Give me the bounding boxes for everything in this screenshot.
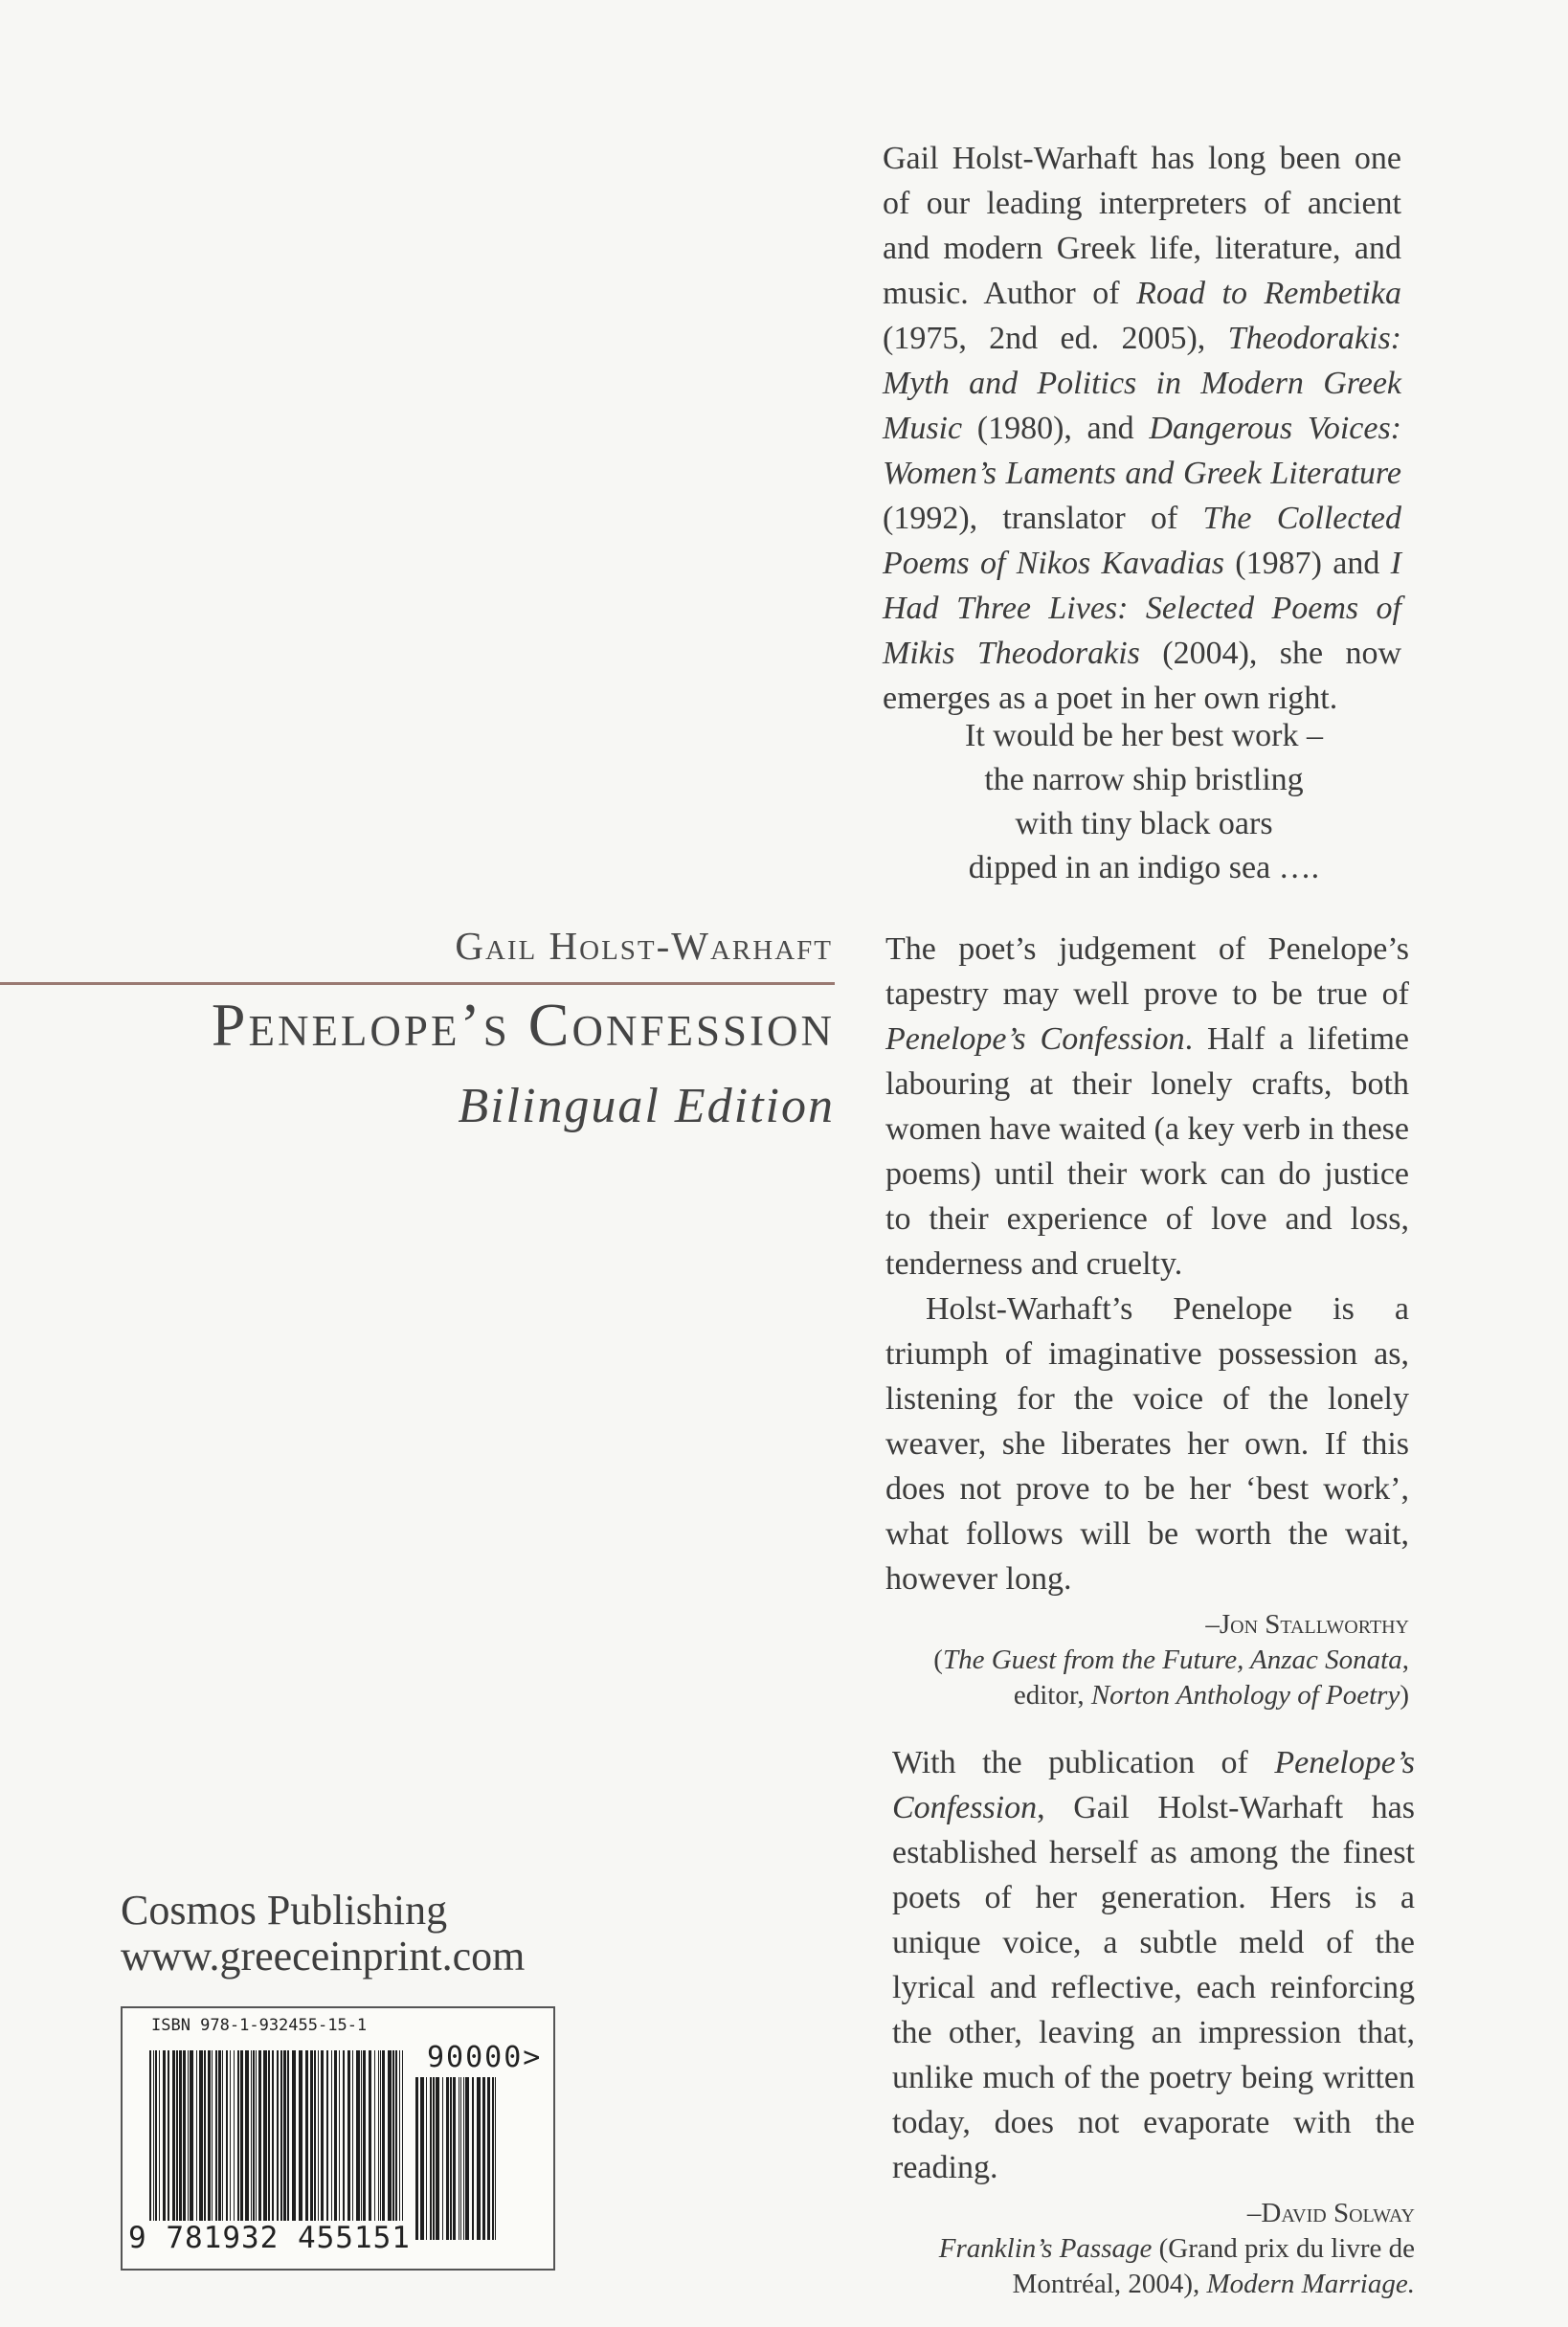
book-title: The Guest from the Future, Anzac Sonata xyxy=(942,1645,1402,1675)
bio-paragraph xyxy=(883,136,1401,721)
barcode-bar xyxy=(356,2050,360,2242)
barcode-bar xyxy=(314,2050,316,2242)
review-text: . Half a lifetime labouring at their lonely crafts, both women have waited (a key verb in these poems) until their work can do justice to their experience of love and loss, tenderness and cruelty. xyxy=(885,1021,1409,1282)
credit-text: ) xyxy=(1400,1680,1409,1711)
barcode-bar xyxy=(280,2050,282,2242)
book-title: Penelope’s Confession xyxy=(892,1745,1415,1825)
barcode-bar xyxy=(305,2050,308,2242)
addon-barcode-bars xyxy=(415,2077,502,2240)
reviewer-works xyxy=(885,1678,1409,1713)
barcode-bar xyxy=(237,2050,239,2242)
book-title: Theodorakis: Myth and Politics in Modern Greek Music xyxy=(883,321,1401,446)
barcode-bar xyxy=(208,2050,211,2242)
barcode-bar xyxy=(331,2050,332,2242)
barcode-bar xyxy=(482,2077,485,2240)
barcode-bar xyxy=(299,2050,302,2242)
barcode-bar xyxy=(487,2077,490,2240)
barcode-bar xyxy=(256,2050,257,2242)
barcode-bar xyxy=(188,2050,189,2242)
book-title: Dangerous Voices: Women’s Laments and Greek Literature xyxy=(883,411,1401,491)
barcode-bar xyxy=(495,2077,496,2240)
price-code: 90000> xyxy=(427,2041,543,2074)
barcode-bar xyxy=(212,2050,213,2242)
barcode-bar xyxy=(361,2050,362,2242)
barcode-bar xyxy=(240,2050,243,2242)
barcode-bar xyxy=(215,2050,217,2242)
book-title-heading: Penelope’s Confession xyxy=(211,991,835,1059)
publisher-url: www.greeceinprint.com xyxy=(121,1933,526,1980)
review-credit xyxy=(892,2196,1415,2302)
review-text: With the publication of xyxy=(892,1745,1275,1780)
book-subtitle: Bilingual Edition xyxy=(458,1079,835,1133)
credit-text: editor, xyxy=(1013,1680,1091,1711)
poem-line: the narrow ship bristling xyxy=(984,762,1304,797)
review-solway xyxy=(892,1740,1415,2302)
barcode-bar xyxy=(392,2050,394,2242)
barcode-bar xyxy=(415,2077,418,2240)
barcode-bar xyxy=(218,2050,221,2242)
barcode-bar xyxy=(155,2050,157,2242)
barcode-bar xyxy=(153,2050,154,2242)
barcode-bar xyxy=(258,2050,261,2242)
barcode-bar xyxy=(176,2050,178,2242)
barcode-bar xyxy=(399,2050,400,2242)
barcode-bar xyxy=(369,2050,371,2242)
barcode-bar xyxy=(378,2050,379,2242)
barcode-bar xyxy=(453,2077,456,2240)
credit-text: ( xyxy=(933,1645,943,1675)
barcode-bar xyxy=(222,2050,223,2242)
barcode-bar xyxy=(163,2050,166,2242)
barcode-bar xyxy=(430,2077,432,2240)
barcode-bar xyxy=(465,2077,469,2240)
barcode-bar xyxy=(343,2050,345,2242)
barcode-bar xyxy=(374,2050,375,2242)
barcode-bar xyxy=(172,2050,175,2242)
barcode-bar xyxy=(426,2077,427,2240)
review-paragraph xyxy=(892,1740,1415,2190)
barcode-bar xyxy=(380,2050,381,2242)
bio-text: (1975, 2nd ed. 2005), xyxy=(883,321,1228,356)
barcode-bar xyxy=(168,2050,169,2242)
barcode-bar xyxy=(382,2050,385,2242)
bio-text: (1987) and xyxy=(1223,546,1391,581)
review-paragraph xyxy=(885,927,1409,1287)
book-title: Franklin’s Passage xyxy=(938,2233,1153,2264)
barcode-bar xyxy=(234,2050,235,2242)
reviewer-works xyxy=(892,2267,1415,2302)
barcode-bar xyxy=(149,2050,151,2242)
barcode-bar xyxy=(450,2077,452,2240)
book-title: I Had Three Lives: Selected Poems of Mikis Theodorakis xyxy=(883,546,1401,671)
poem-line: dipped in an indigo sea …. xyxy=(968,850,1320,885)
barcode-bar xyxy=(226,2050,228,2242)
barcode-bar xyxy=(334,2050,337,2242)
author-bio xyxy=(883,136,1401,721)
barcode-bar xyxy=(179,2050,182,2242)
barcode-bar xyxy=(277,2050,279,2242)
book-title: Modern Marriage. xyxy=(1206,2269,1415,2299)
barcode-bar xyxy=(460,2077,461,2240)
reviewer-name: –Jon Stallworthy xyxy=(1205,1609,1409,1640)
credit-text: Montréal, 2004), xyxy=(1012,2269,1207,2299)
barcode-bar xyxy=(159,2050,160,2242)
poem-excerpt xyxy=(890,714,1398,890)
barcode-bar xyxy=(263,2050,267,2242)
barcode-bar xyxy=(196,2050,197,2242)
barcode-bar xyxy=(363,2050,366,2242)
review-text: , Gail Holst-Warhaft has established herself as among the finest poets of her generation. Hers is a unique voice, a subtle meld of the lyrical and reflective, each reinforcing the other, leaving an impression that, unlike much of the poetry being written today, does not evaporate with the reading. xyxy=(892,1790,1415,2185)
barcode-bar xyxy=(388,2050,392,2242)
barcode-bar xyxy=(395,2050,397,2242)
barcode-digits: 9 781932 455151 xyxy=(128,2221,411,2255)
barcode-bar xyxy=(352,2050,353,2242)
barcode-bar xyxy=(190,2050,193,2242)
barcode-bar xyxy=(251,2050,252,2242)
barcode-bar xyxy=(326,2050,328,2242)
barcode-bar xyxy=(253,2050,255,2242)
bio-text: (2004), she now emerges as a poet in her own right. xyxy=(883,636,1401,716)
barcode-bar xyxy=(292,2050,296,2242)
barcode-bar xyxy=(402,2050,403,2242)
author-name: Gail Holst-Warhaft xyxy=(455,924,833,968)
book-title: Norton Anthology of Poetry xyxy=(1090,1680,1400,1711)
bio-text: Gail Holst-Warhaft has long been one of our leading interpreters of ancient and modern Greek life, literature, and music. Author of xyxy=(883,141,1401,311)
barcode-bar xyxy=(492,2077,494,2240)
book-title: The Collected Poems of Nikos Kavadias xyxy=(883,501,1401,581)
barcode-bar xyxy=(230,2050,231,2242)
barcode-bar xyxy=(433,2077,435,2240)
barcode-bar xyxy=(442,2077,443,2240)
title-rule xyxy=(0,982,835,985)
reviewer-name: –David Solway xyxy=(1246,2198,1415,2228)
isbn-number: ISBN 978-1-932455-15-1 xyxy=(151,2016,368,2035)
book-title: Penelope’s Confession xyxy=(885,1021,1185,1057)
publisher-name: Cosmos Publishing xyxy=(121,1887,448,1934)
barcode-bar xyxy=(472,2077,474,2240)
barcode-bar xyxy=(283,2050,286,2242)
barcode-bar xyxy=(287,2050,289,2242)
poem-line: It would be her best work – xyxy=(965,718,1323,753)
reviewer-works xyxy=(892,2231,1415,2267)
barcode-bar xyxy=(477,2077,481,2240)
bio-text: (1992), translator of xyxy=(883,501,1203,536)
barcode-bar xyxy=(318,2050,319,2242)
barcode-bar xyxy=(347,2050,350,2242)
barcode-bar xyxy=(420,2077,424,2240)
review-stallworthy xyxy=(885,927,1409,1713)
barcode-bar xyxy=(268,2050,270,2242)
reviewer-works xyxy=(885,1643,1409,1678)
barcode-bars xyxy=(149,2050,408,2242)
isbn-barcode xyxy=(121,2006,555,2271)
barcode-bar xyxy=(321,2050,324,2242)
barcode-bar xyxy=(272,2050,274,2242)
barcode-bar xyxy=(204,2050,206,2242)
credit-text: , xyxy=(1401,1645,1409,1675)
barcode-bar xyxy=(436,2077,439,2240)
review-paragraph: Holst-Warhaft’s Penelope is a triumph of imaginative possession as, listening for the voice of the lonely weaver, she liberates her own. If this does not prove to be her ‘best work’, what follows will be worth the wait, however long. xyxy=(885,1291,1409,1597)
barcode-bar xyxy=(446,2077,449,2240)
barcode-bar xyxy=(339,2050,340,2242)
book-title: Road to Rembetika xyxy=(1136,276,1401,311)
publisher-info xyxy=(121,1888,525,1980)
barcode-bar xyxy=(463,2077,464,2240)
credit-text: (Grand prix du livre de xyxy=(1152,2233,1415,2264)
review-text: The poet’s judgement of Penelope’s tapestry may well prove to be true of xyxy=(885,931,1409,1012)
review-credit xyxy=(885,1607,1409,1713)
bio-text: (1980), and xyxy=(962,411,1150,446)
barcode-bar xyxy=(245,2050,249,2242)
barcode-bar xyxy=(199,2050,203,2242)
barcode-bar xyxy=(183,2050,186,2242)
barcode-bar xyxy=(310,2050,313,2242)
poem-line: with tiny black oars xyxy=(1015,806,1273,841)
